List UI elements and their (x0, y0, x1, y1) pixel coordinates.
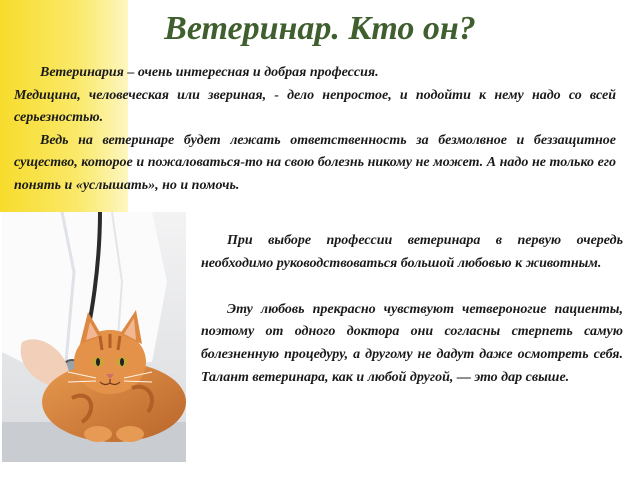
paragraph-responsibility: Ведь на ветеринаре будет лежать ответственность за безмолвное и беззащитное существо, которое и пожаловаться-то на свою болезнь никому не может. А надо не только его понять и «услышать», но и помочь. (14, 132, 616, 193)
paragraph-medicine: Медицина, человеческая или звериная, - дело непростое, и подойти к нему надо со всей серьезностью. (14, 87, 616, 125)
vet-cat-illustration (2, 212, 186, 462)
side-text (201, 230, 623, 390)
paragraph-patients: Эту любовь прекрасно чувствуют четвероногие пациенты, поэтому от одного доктора они согласны стерпеть самую болезненную процедуру, а другому не дадут даже осмотреть себя. Талант ветеринара, как и любой другой, — это дар свыше. (201, 301, 623, 385)
paragraph-intro: Ветеринария – очень интересная и добрая профессия. (40, 65, 379, 80)
intro-text (14, 62, 616, 197)
paragraph-love-of-animals: При выборе профессии ветеринара в первую очередь необходимо руководствоваться большой любовью к животным. (201, 233, 623, 271)
vet-cat-photo (2, 212, 186, 462)
slide-title: Ветеринар. Кто он? (164, 10, 476, 47)
